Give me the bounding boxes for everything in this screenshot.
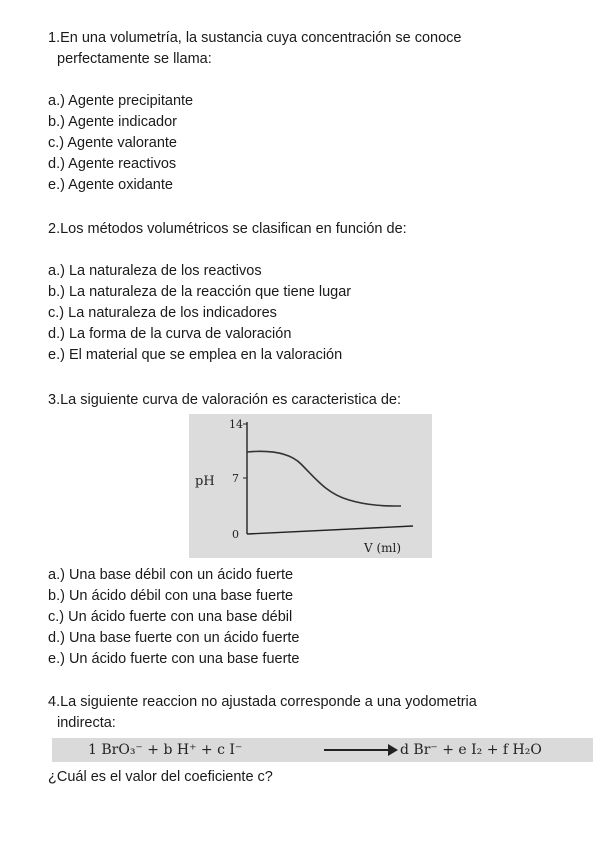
question-4-text-cont: indirecta: [57, 715, 116, 731]
question-3-text: 3.La siguiente curva de valoración es caracteristica de: [48, 392, 402, 408]
titration-curve-image [189, 414, 432, 558]
y-tick-label-14: 14 [229, 418, 243, 431]
option-e[interactable]: e.) Un ácido fuerte con una base fuerte [48, 651, 300, 667]
x-axis [247, 526, 413, 534]
titration-curve-line [247, 451, 401, 506]
reaction-reactants: 1 BrO₃⁻ + b H⁺ + c I⁻ [88, 742, 243, 758]
option-d[interactable]: d.) Agente reactivos [48, 156, 177, 172]
question-1-text: 1.En una volumetría, la sustancia cuya concentración se conoce [48, 30, 462, 46]
y-tick-label-0: 0 [232, 528, 239, 541]
option-e[interactable]: e.) Agente oxidante [48, 177, 173, 193]
option-e[interactable]: e.) El material que se emplea en la valoración [48, 347, 343, 363]
titration-curve-svg [189, 414, 432, 558]
option-b[interactable]: b.) La naturaleza de la reacción que tiene lugar [48, 284, 352, 300]
option-a[interactable]: a.) La naturaleza de los reactivos [48, 263, 262, 279]
question-2-text: 2.Los métodos volumétricos se clasifican en función de: [48, 221, 407, 237]
question-1 [48, 28, 462, 196]
option-a[interactable]: a.) Una base débil con un ácido fuerte [48, 567, 294, 583]
option-d[interactable]: d.) La forma de la curva de valoración [48, 326, 292, 342]
option-d[interactable]: d.) Una base fuerte con un ácido fuerte [48, 630, 300, 646]
x-axis-label: V (ml) [364, 541, 402, 555]
option-a[interactable]: a.) Agente precipitante [48, 93, 194, 109]
reaction-products: d Br⁻ + e I₂ + f H₂O [400, 742, 542, 758]
option-c[interactable]: c.) Agente valorante [48, 135, 177, 151]
y-tick-label-7: 7 [232, 472, 239, 485]
option-b[interactable]: b.) Agente indicador [48, 114, 177, 130]
question-2 [48, 219, 407, 366]
option-b[interactable]: b.) Un ácido débil con una base fuerte [48, 588, 294, 604]
question-1-text-cont: perfectamente se llama: [57, 51, 212, 67]
reaction-arrow-icon [324, 749, 389, 751]
question-3-options [48, 565, 448, 670]
y-axis-label: pH [195, 474, 215, 489]
question-1-options [48, 91, 462, 196]
reaction-equation [52, 738, 593, 762]
question-4 [48, 692, 477, 734]
option-c[interactable]: c.) La naturaleza de los indicadores [48, 305, 277, 321]
question-2-options [48, 261, 407, 366]
option-c[interactable]: c.) Un ácido fuerte con una base débil [48, 609, 293, 625]
question-4-text: 4.La siguiente reaccion no ajustada corresponde a una yodometria [48, 694, 477, 710]
question-4-ask: ¿Cuál es el valor del coeficiente c? [48, 769, 273, 785]
